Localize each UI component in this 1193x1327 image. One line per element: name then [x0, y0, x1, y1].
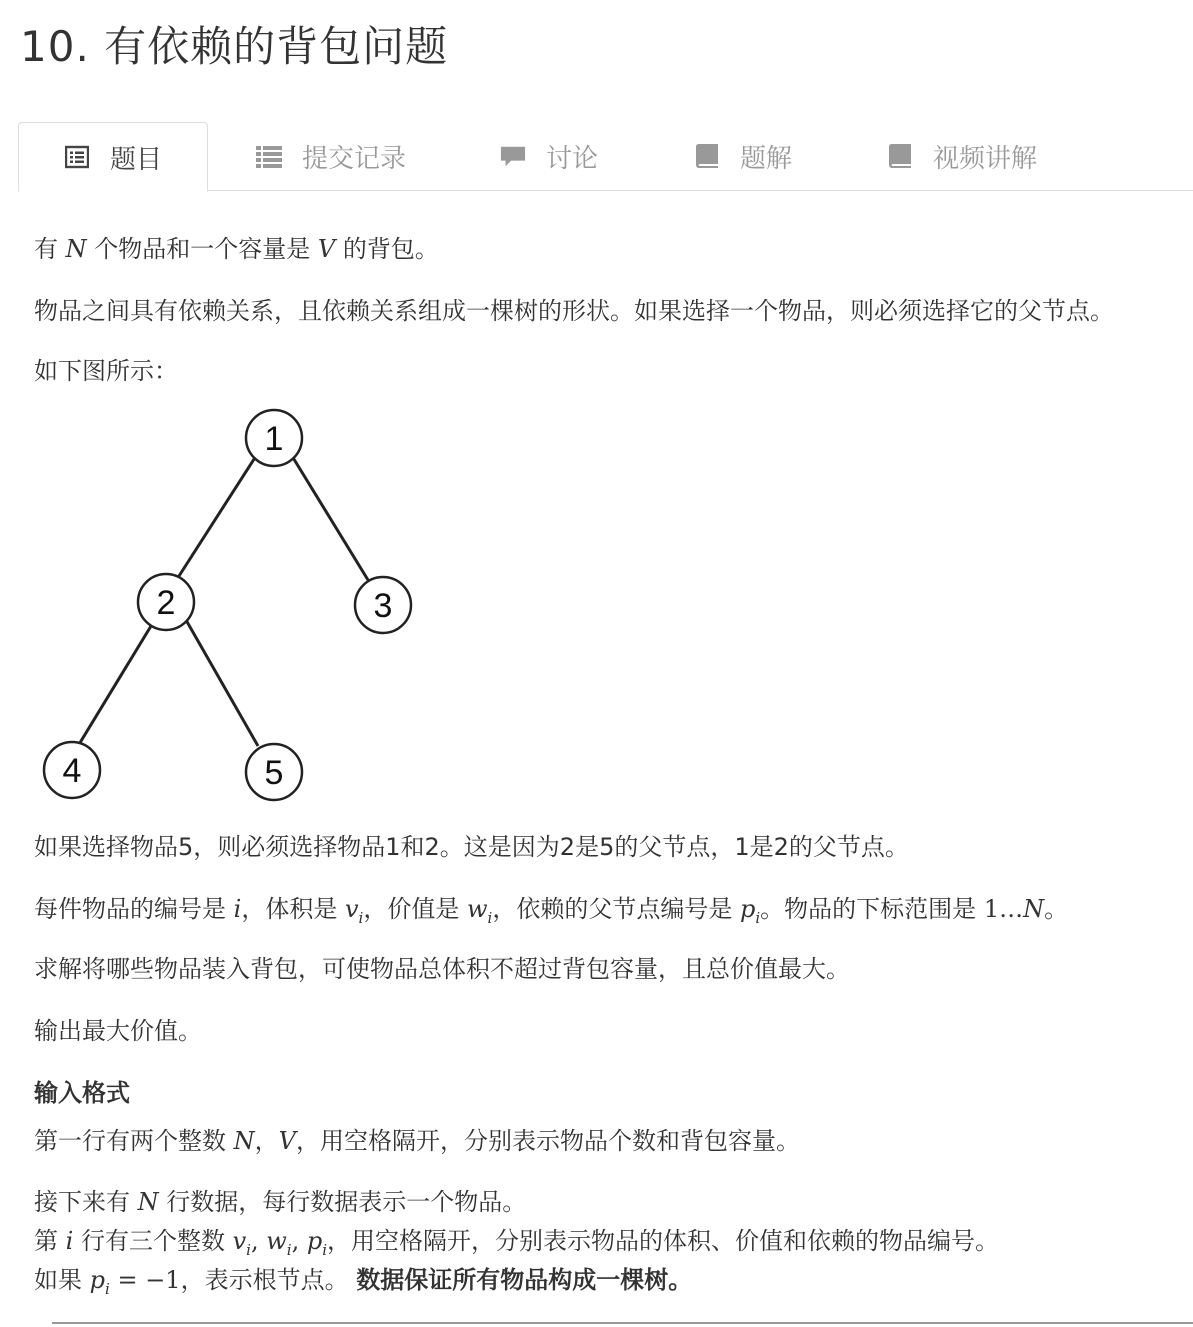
input-line-1: 第一行有两个整数 N，V，用空格隔开，分别表示物品个数和背包容量。: [34, 1127, 800, 1155]
tab-label: 题解: [740, 143, 793, 174]
input-format-heading: 输入格式: [34, 1079, 130, 1107]
book-icon: [694, 143, 720, 169]
comment-icon: [500, 143, 526, 169]
divider: [52, 1322, 1193, 1324]
problem-dependency-text: 物品之间具有依赖关系，且依赖关系组成一棵树的形状。如果选择一个物品，则必须选择它的父节点。: [34, 297, 1114, 325]
tab-label: 提交记录: [302, 143, 407, 174]
tab-submissions[interactable]: [256, 122, 406, 190]
problem-intro: 有 N 个物品和一个容量是 V 的背包。: [34, 235, 439, 263]
tree-node-label: 5: [264, 754, 284, 792]
tab-label: 题目: [109, 144, 162, 175]
tree-node-label: 1: [264, 420, 284, 458]
tab-problem[interactable]: [18, 122, 208, 192]
tree-edge: [179, 456, 256, 576]
tree-edge: [292, 456, 368, 580]
dependency-tree-diagram: [34, 400, 434, 805]
tree-node-label: 2: [156, 584, 176, 622]
problem-figure-caption: 如下图所示：: [34, 357, 178, 385]
problem-goal-text: 求解将哪些物品装入背包，可使物品总体积不超过背包容量，且总价值最大。: [34, 955, 850, 983]
tab-bar: [18, 122, 1193, 191]
book-icon: [887, 143, 913, 169]
tab-solutions[interactable]: [694, 122, 792, 190]
problem-output-text: 输出最大价值。: [34, 1017, 202, 1045]
tree-edge: [78, 626, 151, 746]
problem-example-text: 如果选择物品5，则必须选择物品1和2。这是因为2是5的父节点，1是2的父节点。: [34, 833, 909, 861]
tab-video[interactable]: [887, 122, 1037, 190]
tree-edge: [186, 620, 258, 746]
input-line-3: 第 i 行有三个整数 $v_i$, $w_i$, $p_i$，用空格隔开，分别表示物品的体积、价值和依赖的物品编号。: [34, 1227, 1000, 1259]
tab-discussion[interactable]: [500, 122, 598, 190]
problem-variables-text: 每件物品的编号是 i，体积是 $v_i$，价值是 $w_i$，依赖的父节点编号是 $p_i$。物品的下标范围是 1…N。: [34, 895, 1069, 927]
list-icon: [256, 143, 282, 169]
tab-label: 讨论: [546, 143, 599, 174]
tab-label: 视频讲解: [933, 143, 1038, 174]
page-title: 10. 有依赖的背包问题: [20, 22, 449, 71]
input-line-2: 接下来有 N 行数据，每行数据表示一个物品。: [34, 1188, 527, 1216]
tree-node-label: 3: [373, 587, 393, 625]
tree-node-label: 4: [62, 752, 82, 790]
list-alt-icon: [64, 144, 90, 170]
input-line-4: 如果 $p_i = -1$，表示根节点。 数据保证所有物品构成一棵树。: [34, 1266, 693, 1298]
